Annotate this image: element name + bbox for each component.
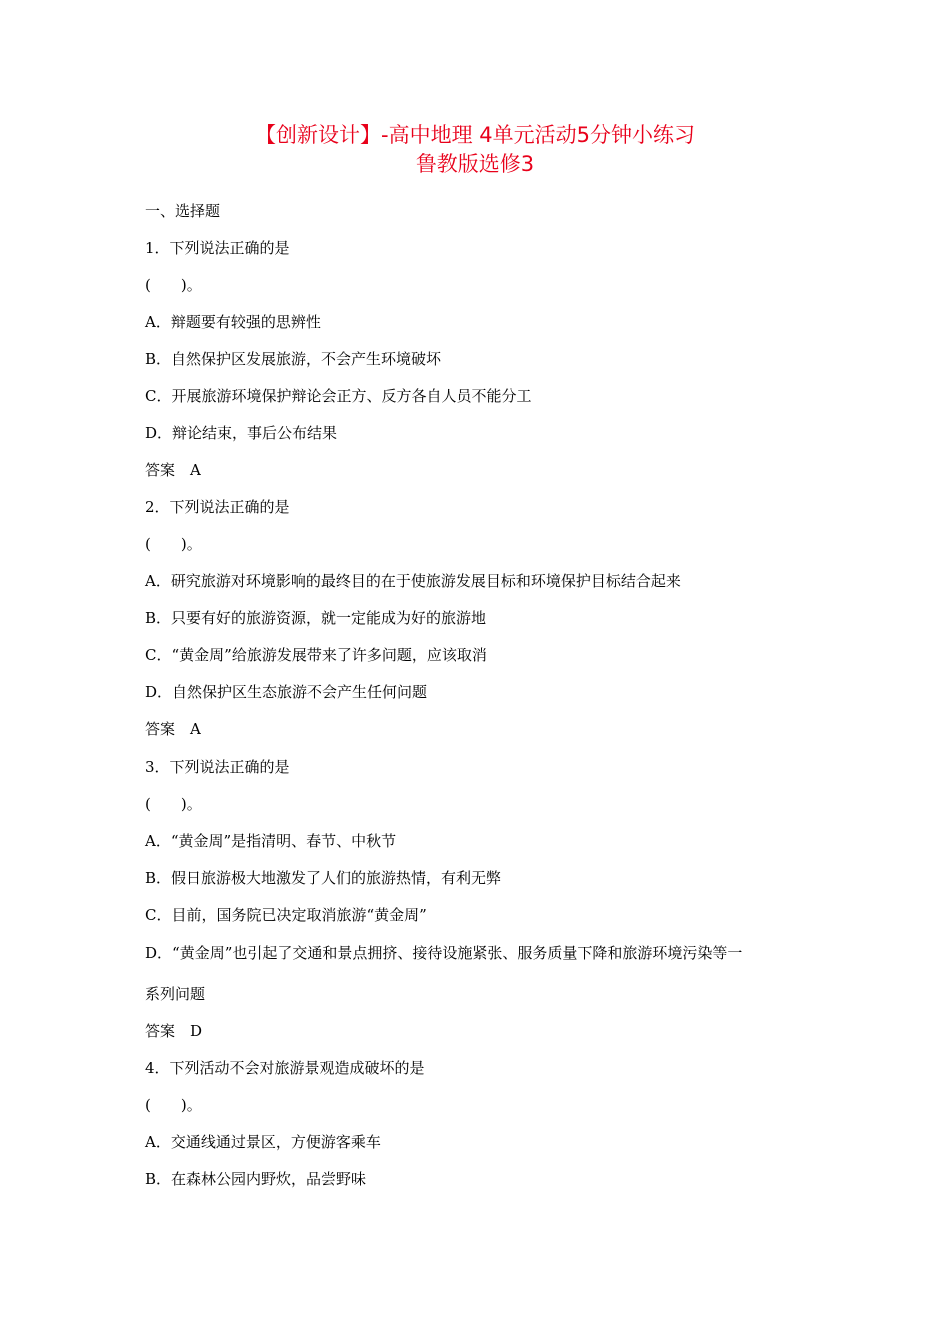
question-3-stem: 3．下列说法正确的是 [145, 758, 290, 776]
question-2-option-d: D．自然保护区生态旅游不会产生任何问题 [145, 683, 428, 701]
question-2-option-a: A．研究旅游对环境影响的最终目的在于使旅游发展目标和环境保护目标结合起来 [145, 572, 681, 590]
question-2-blank: ( )。 [145, 535, 202, 553]
question-1-stem: 1．下列说法正确的是 [145, 239, 290, 257]
question-4-stem: 4．下列活动不会对旅游景观造成破坏的是 [145, 1059, 425, 1077]
question-4-blank: ( )。 [145, 1096, 202, 1114]
question-3-option-d: D．“黄金周”也引起了交通和景点拥挤、接待设施紧张、服务质量下降和旅游环境污染等一 [145, 944, 743, 962]
document-title-line-1: 【创新设计】-高中地理 4单元活动5分钟小练习 [255, 123, 695, 147]
section-heading: 一、选择题 [145, 202, 221, 220]
question-1-option-b: B．自然保护区发展旅游，不会产生环境破坏 [145, 350, 442, 368]
question-1-option-c: C．开展旅游环境保护辩论会正方、反方各自人员不能分工 [145, 387, 532, 405]
document-title-line-2: 鲁教版选修3 [415, 152, 535, 176]
question-3-option-a: A．“黄金周”是指清明、春节、中秋节 [145, 832, 397, 850]
question-3-option-b: B．假日旅游极大地激发了人们的旅游热情，有利无弊 [145, 869, 502, 887]
question-4-option-b: B．在森林公园内野炊，品尝野味 [145, 1170, 367, 1188]
question-1-option-d: D．辩论结束，事后公布结果 [145, 424, 338, 442]
question-1-option-a: A．辩题要有较强的思辨性 [145, 313, 321, 331]
question-3-answer: 答案 D [145, 1022, 203, 1040]
question-3-blank: ( )。 [145, 795, 202, 813]
question-1-blank: ( )。 [145, 276, 202, 294]
question-4-option-a: A．交通线通过景区，方便游客乘车 [145, 1133, 381, 1151]
question-2-answer: 答案 A [145, 720, 201, 738]
question-1-answer: 答案 A [145, 461, 201, 479]
question-2-option-b: B．只要有好的旅游资源，就一定能成为好的旅游地 [145, 609, 487, 627]
question-3-option-c: C．目前，国务院已决定取消旅游“黄金周” [145, 906, 427, 924]
question-3-option-d-continued: 系列问题 [145, 985, 206, 1003]
question-2-option-c: C．“黄金周”给旅游发展带来了许多问题，应该取消 [145, 646, 487, 664]
question-2-stem: 2．下列说法正确的是 [145, 498, 290, 516]
